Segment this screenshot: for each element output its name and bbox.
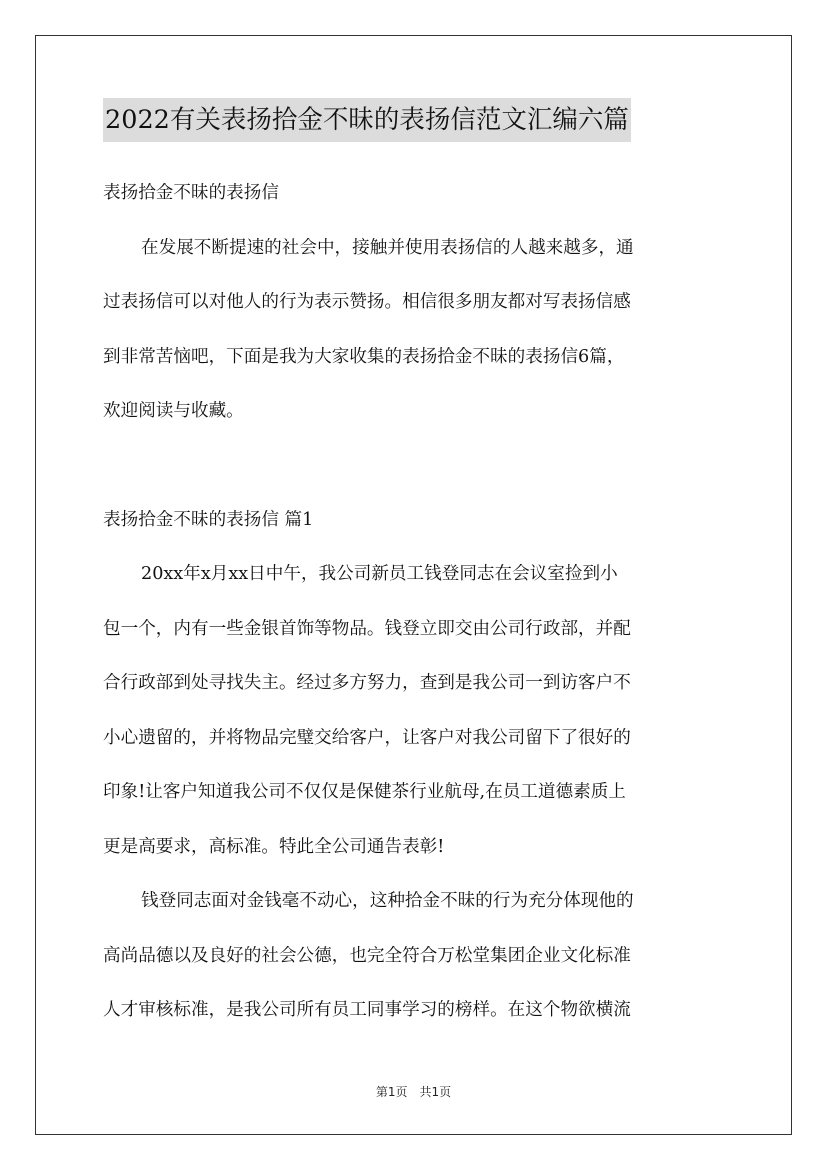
paragraph2-line: 人才审核标准，是我公司所有员工同事学习的榜样。在这个物欲横流 — [103, 1000, 631, 1020]
paragraph2-line: 高尚品德以及良好的社会公德，也完全符合万松堂集团企业文化标准 — [103, 945, 631, 966]
intro-line: 欢迎阅读与收藏。 — [103, 401, 244, 421]
page-number: 第1页 — [375, 1085, 408, 1099]
intro-line: 到非常苦恼吧，下面是我为大家收集的表扬拾金不昧的表扬信6篇， — [103, 346, 625, 367]
document-body — [103, 166, 726, 1038]
page-total: 共1页 — [419, 1085, 452, 1099]
paragraph1-line: 小心遗留的，并将物品完璧交给客户，让客户对我公司留下了很好的 — [103, 727, 631, 748]
paragraph1-line: 印象!让客户知道我公司不仅仅是保健茶行业航母,在员工道德素质上 — [103, 782, 626, 802]
paragraph1-line: 20xx年x月xx日中午，我公司新员工钱登同志在会议室捡到小 — [141, 564, 618, 584]
paragraph1-line: 包一个，内有一些金银首饰等物品。钱登立即交由公司行政部，并配 — [103, 618, 631, 639]
paragraph1-line: 合行政部到处寻找失主。经过多方努力，查到是我公司一到访客户不 — [103, 673, 631, 693]
document-title: 2022有关表扬拾金不昧的表扬信范文汇编六篇 — [103, 98, 631, 142]
subtitle: 表扬拾金不昧的表扬信 — [103, 183, 279, 203]
intro-line: 在发展不断提速的社会中，接触并使用表扬信的人越来越多，通 — [141, 237, 634, 258]
paragraph2-line: 钱登同志面对金钱毫不动心，这种拾金不昧的行为充分体现他的 — [141, 891, 634, 911]
intro-line: 过表扬信可以对他人的行为表示赞扬。相信很多朋友都对写表扬信感 — [103, 292, 631, 312]
page-footer — [0, 1083, 827, 1100]
paragraph1-line: 更是高要求，高标准。特此全公司通告表彰! — [103, 836, 445, 857]
spacer — [103, 439, 726, 493]
section-heading: 表扬拾金不昧的表扬信 篇1 — [103, 509, 314, 530]
